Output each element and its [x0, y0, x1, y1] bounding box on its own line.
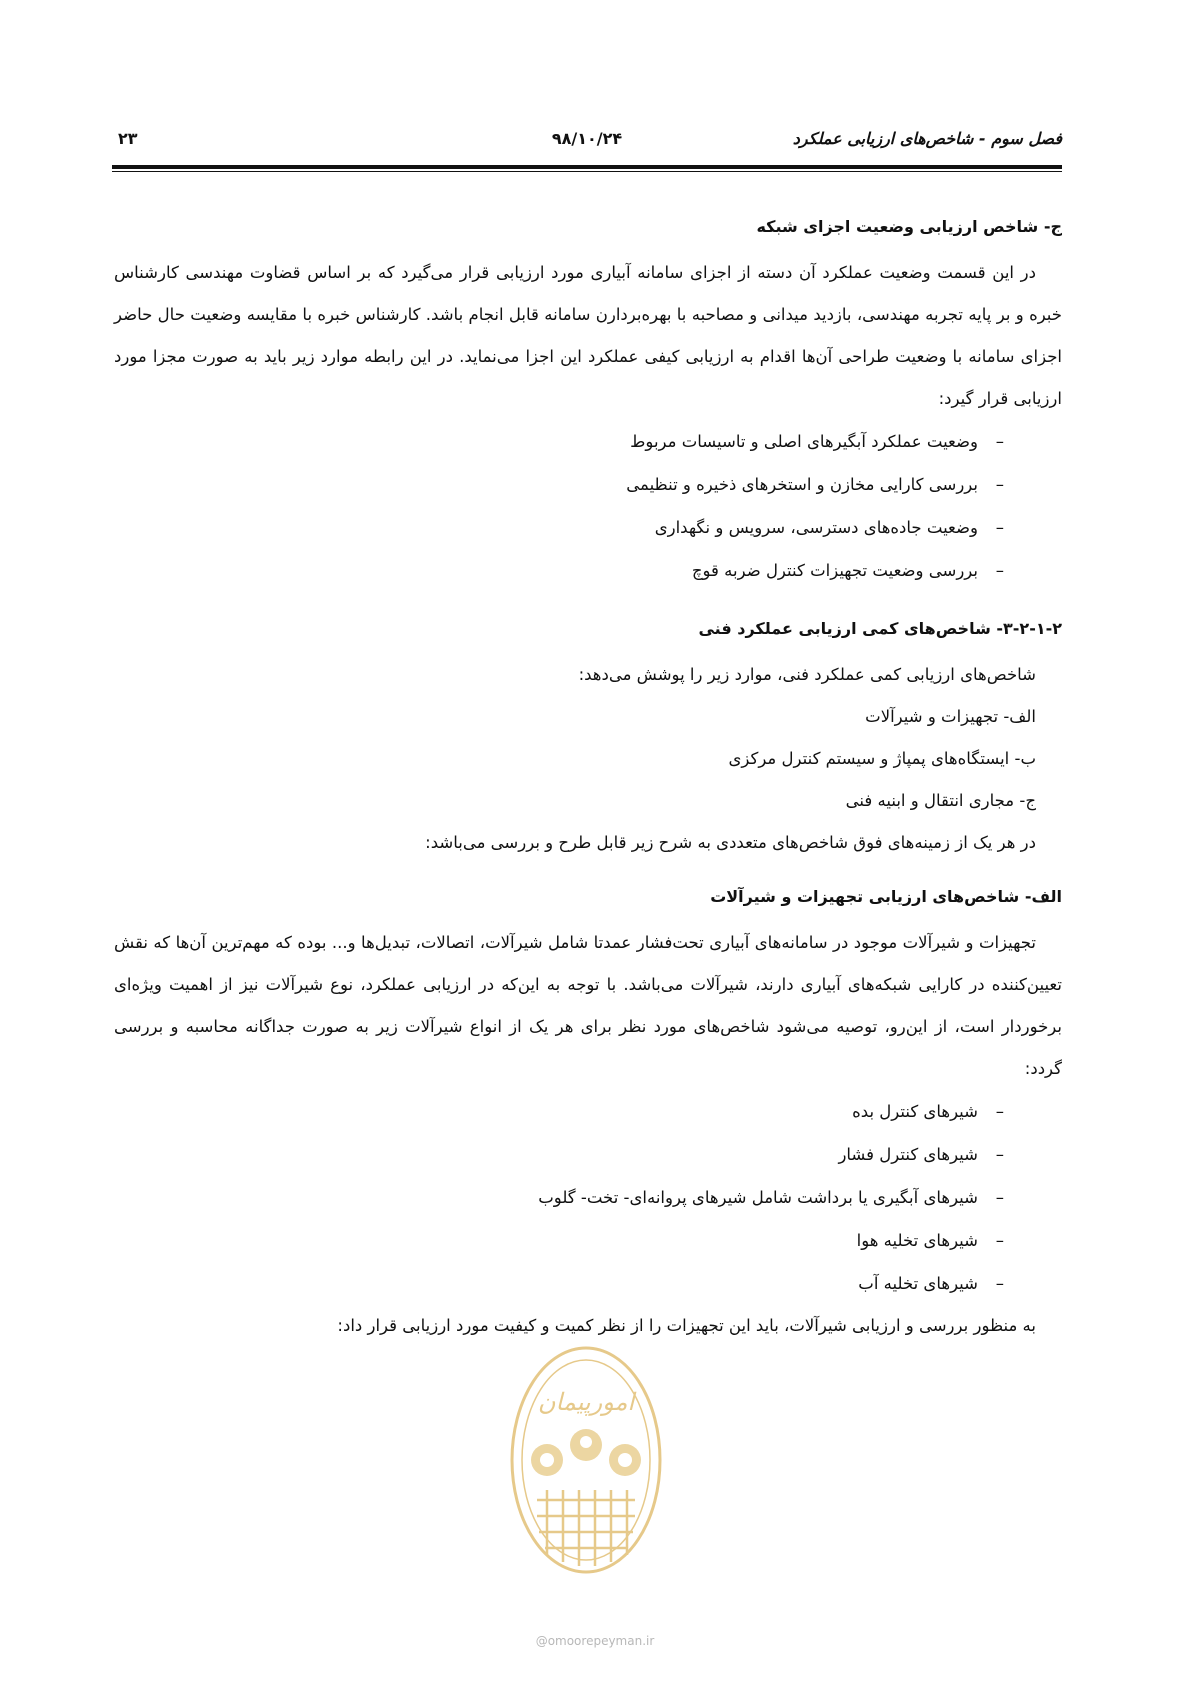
list-item: – شیرهای کنترل بده: [114, 1090, 1004, 1133]
section-3212-intro: شاخص‌های ارزیابی کمی عملکرد فنی، موارد زیر را پوشش می‌دهد:: [578, 665, 1036, 684]
section-alef-paragraph: تجهیزات و شیرآلات موجود در سامانه‌های آبیاری تحت‌فشار عمدتا شامل شیرآلات، اتصالات، تبدیل‌ها و... بوده که مهم‌ترین آن‌ها که نقش تعیین‌کننده در کارایی شبکه‌های آبیاری دارند، شیرآلات می‌باشد. با توجه به این‌که در ارزیابی عملکرد، نوع شیرآلات نیز از اهمیت ویژه‌ای برخوردار است، از این‌رو، توصیه می‌شود شاخص‌های مورد نظر برای هر یک از انواع شیرآلات زیر به صورت جداگانه محاسبه و بررسی گردد:: [114, 933, 1062, 1078]
dash-bullet: –: [995, 561, 1004, 580]
page-number: ۲۳: [118, 129, 138, 148]
header-rule-thick: [112, 165, 1062, 169]
page-content: [114, 212, 1062, 1347]
chapter-title: فصل سوم - شاخص‌های ارزیابی عملکرد: [792, 129, 1062, 148]
dash-bullet: –: [995, 1102, 1004, 1121]
watermark-site: @omoorepeyman.ir: [535, 1634, 655, 1648]
list-item: – شیرهای تخلیه آب: [114, 1262, 1004, 1305]
list-item: – شیرهای تخلیه هوا: [114, 1219, 1004, 1262]
watermark-logo: [507, 1340, 665, 1580]
list-item: الف- تجهیزات و شیرآلات: [865, 707, 1036, 726]
page-header: [112, 127, 1062, 157]
list-item: – شیرهای آبگیری یا برداشت شامل شیرهای پروانه‌ای- تخت- گلوب: [114, 1176, 1004, 1219]
dash-bullet: –: [995, 432, 1004, 451]
closing-sentence: به منظور بررسی و ارزیابی شیرآلات، باید این تجهیزات را از نظر کمیت و کیفیت مورد ارزیابی قرار داد:: [337, 1316, 1036, 1335]
list-item: ب- ایستگاه‌های پمپاژ و سیستم کنترل مرکزی: [728, 749, 1036, 768]
list-item: – وضعیت عملکرد آبگیرهای اصلی و تاسیسات مربوط: [114, 420, 1004, 463]
section-c-list: [114, 420, 1062, 592]
dash-bullet: –: [995, 475, 1004, 494]
section-3212-outro: در هر یک از زمینه‌های فوق شاخص‌های متعددی به شرح زیر قابل طرح و بررسی می‌باشد:: [425, 833, 1036, 852]
list-item: – بررسی وضعیت تجهیزات کنترل ضربه قوچ: [114, 549, 1004, 592]
dash-bullet: –: [995, 1274, 1004, 1293]
document-date: ۹۸/۱۰/۲۴: [551, 129, 623, 148]
section-3212-heading: ۳-۲-۱-۲- شاخص‌های کمی ارزیابی عملکرد فنی: [698, 619, 1062, 638]
section-c-paragraph: در این قسمت وضعیت عملکرد آن دسته از اجزای سامانه آبیاری مورد ارزیابی قرار می‌گیرد که بر اساس قضاوت مهندسی کارشناس خبره و بر پایه تجربه مهندسی، بازدید میدانی و مصاحبه با بهره‌بردارن سامانه قابل انجام باشد. کارشناس خبره با مقایسه وضعیت حال حاضر اجزای سامانه با وضعیت طراحی آن‌ها اقدام به ارزیابی کیفی عملکرد این اجزا می‌نماید. در این رابطه موارد زیر باید به صورت مجزا مورد ارزیابی قرار گیرد:: [114, 263, 1062, 408]
dash-bullet: –: [995, 1145, 1004, 1164]
valve-types-list: [114, 1090, 1062, 1305]
section-c-heading: ج- شاخص ارزیابی وضعیت اجزای شبکه: [756, 217, 1062, 236]
list-item: – وضعیت جاده‌های دسترسی، سرویس و نگهداری: [114, 506, 1004, 549]
watermark-logo-text: امورپیمان: [537, 1388, 635, 1416]
section-alef-heading: الف- شاخص‌های ارزیابی تجهیزات و شیرآلات: [710, 887, 1062, 906]
list-item: – شیرهای کنترل فشار: [114, 1133, 1004, 1176]
list-item: – بررسی کارایی مخازن و استخرهای ذخیره و تنظیمی: [114, 463, 1004, 506]
dash-bullet: –: [995, 1188, 1004, 1207]
dash-bullet: –: [995, 518, 1004, 537]
header-rule-thin: [112, 171, 1062, 172]
list-item: ج- مجاری انتقال و ابنیه فنی: [845, 791, 1036, 810]
dash-bullet: –: [995, 1231, 1004, 1250]
